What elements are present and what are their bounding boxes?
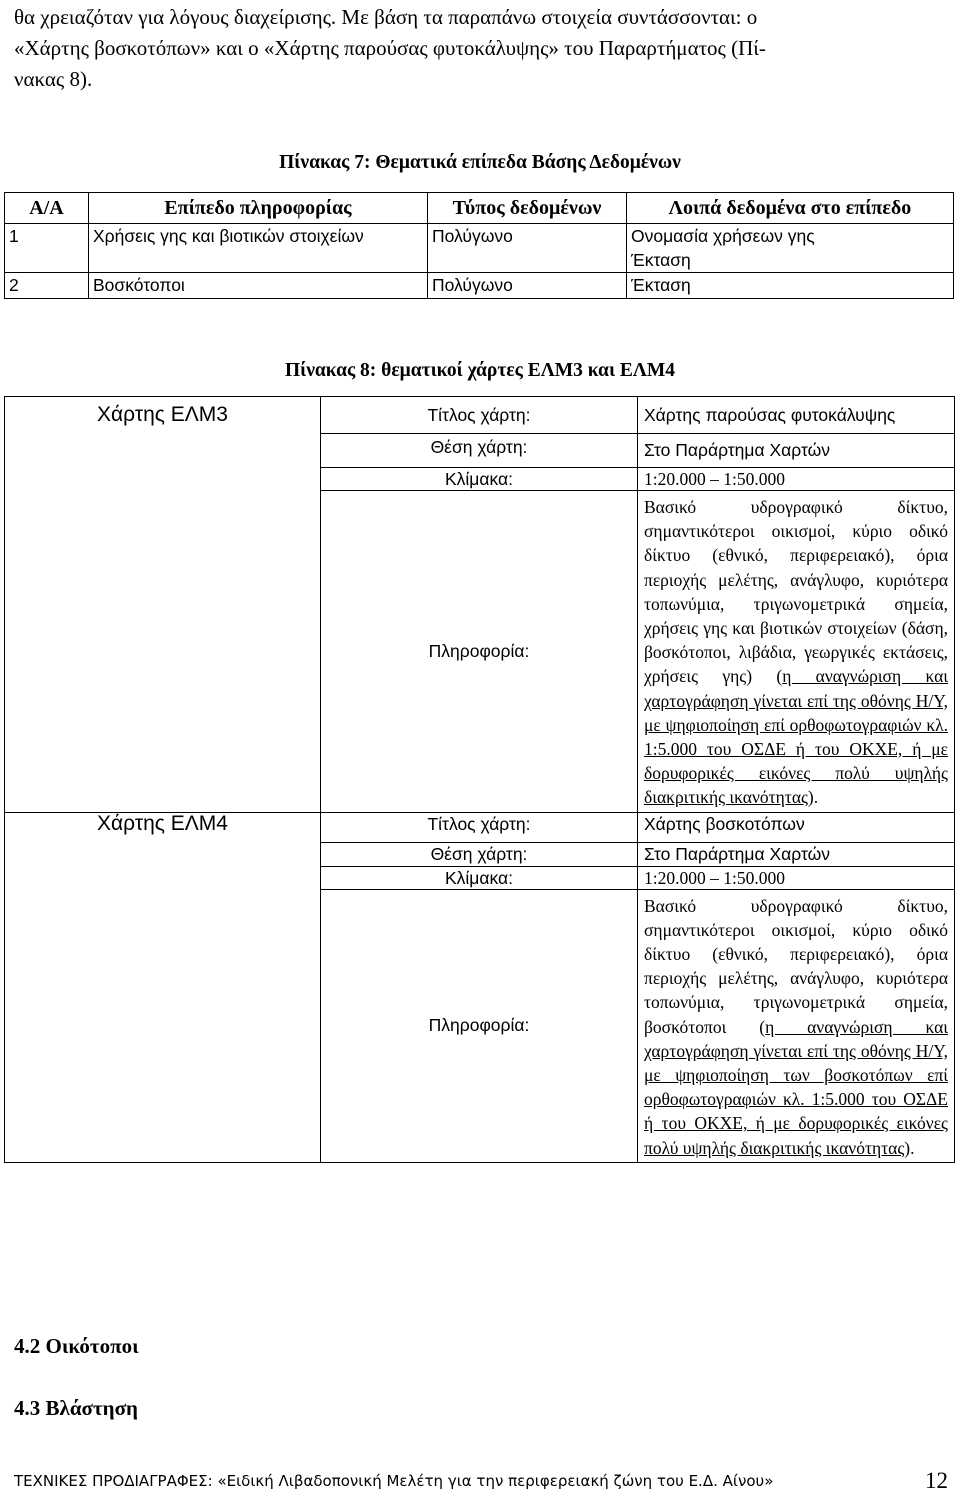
col-header-type: Τύπος δεδομένων <box>428 193 627 224</box>
cell-other: Έκταση <box>627 273 954 299</box>
intro-line: «Χάρτης βοσκοτόπων» και ο «Χάρτης παρούσας φυτοκάλυψης» του Παραρτήματος (Πί- <box>14 36 766 60</box>
info-value <box>638 491 955 813</box>
map-name-elm3: Χάρτης ΕΛΜ3 <box>5 397 321 813</box>
col-header-aa: Α/Α <box>5 193 89 224</box>
place-label: Θέση χάρτη: <box>321 842 638 866</box>
info-value <box>638 889 955 1162</box>
table7-caption: Πίνακας 7: Θεματικά επίπεδα Βάσης Δεδομένων <box>279 152 681 173</box>
cell-level: Χρήσεις γης και βιοτικών στοιχείων <box>89 224 428 273</box>
cell-aa: 2 <box>5 273 89 299</box>
cell-level: Βοσκότοποι <box>89 273 428 299</box>
title-value: Χάρτης βοσκοτόπων <box>638 812 955 842</box>
scale-value: 1:20.000 – 1:50.000 <box>638 468 955 491</box>
info-label: Πληροφορία: <box>321 491 638 813</box>
cell-other-line: Ονομασία χρήσεων γης <box>631 226 815 246</box>
table-row <box>5 397 955 434</box>
col-header-other: Λοιπά δεδομένα στο επίπεδο <box>627 193 954 224</box>
title-label: Τίτλος χάρτη: <box>321 397 638 434</box>
cell-other <box>627 224 954 273</box>
place-value: Στο Παράρτημα Χαρτών <box>638 842 955 866</box>
info-label: Πληροφορία: <box>321 889 638 1162</box>
page-number: 12 <box>925 1468 948 1493</box>
table7 <box>4 192 954 299</box>
cell-aa: 1 <box>5 224 89 273</box>
scale-label: Κλίμακα: <box>321 866 638 889</box>
title-value: Χάρτης παρούσας φυτοκάλυψης <box>638 397 955 434</box>
place-label: Θέση χάρτη: <box>321 434 638 468</box>
info-text-underlined: η αναγνώριση και χαρτογράφηση γίνεται επί της οθόνης Η/Υ, με ψηφιοποίηση επί ορθοφωτογραφιών κλ. 1:5.000 του ΟΣΔΕ ή του ΟΚΧΕ, ή με δορυφορικές εικόνες πολύ υψηλής διακριτικής ικανότητας <box>644 666 948 808</box>
intro-line: νακας 8). <box>14 67 93 91</box>
info-text-underlined: η αναγνώριση και χαρτογράφηση γίνεται επί της οθόνης Η/Υ, με ψηφιοποίηση των βοσκοτόπων επί ορθοφωτογραφιών κλ. 1:5.000 του ΟΣΔΕ ή του ΟΚΧΕ, ή με δορυφορικές εικόνες πολύ υψηλής διακριτικής ικανότητας <box>644 1016 948 1158</box>
scale-value: 1:20.000 – 1:50.000 <box>638 866 955 889</box>
section-heading-4-2: 4.2 Οικότοποι <box>14 1334 139 1358</box>
intro-line: θα χρειαζόταν για λόγους διαχείρισης. Με βάση τα παραπάνω στοιχεία συντάσσονται: ο <box>14 5 758 29</box>
table-row <box>5 273 954 299</box>
info-text: Βασικό υδρογραφικό δίκτυο, σημαντικότεροι οικισμοί, κύριο οδικό δίκτυο (εθνικό, περιφερειακό), όρια περιοχής μελέτης, ανάγλυφο, κυριότερα τοπωνύμια, τριγωνομετρικά σημεία, βοσκότοποι ( <box>644 895 948 1037</box>
table-row <box>5 812 955 842</box>
col-header-level: Επίπεδο πληροφορίας <box>89 193 428 224</box>
footer-text: ΤΕΧΝΙΚΕΣ ΠΡΟΔΙΑΓΡΑΦΕΣ: «Ειδική Λιβαδοπονική Μελέτη για την περιφερειακή ζώνη του Ε.Δ. Αίνου» <box>14 1472 774 1490</box>
table8-caption: Πίνακας 8: θεματικοί χάρτες ΕΛΜ3 και ΕΛΜ4 <box>285 360 675 381</box>
table-row <box>5 224 954 273</box>
info-text-end: ). <box>807 787 819 808</box>
place-value: Στο Παράρτημα Χαρτών <box>638 434 955 468</box>
section-heading-4-3: 4.3 Βλάστηση <box>14 1396 138 1420</box>
intro-paragraph <box>14 2 948 95</box>
info-text: Βασικό υδρογραφικό δίκτυο, σημαντικότεροι οικισμοί, κύριο οδικό δίκτυο (εθνικό, περιφερειακό), όρια περιοχής μελέτης, ανάγλυφο, κυριότερα τοπωνύμια, τριγωνομετρικά σημεία, χρήσεις γης και βιοτικών στοιχείων (δάση, βοσκότοποι, λιβάδια, γεωργικές εκτάσεις, χρήσεις γης) ( <box>644 497 948 687</box>
cell-other-line: Έκταση <box>631 250 691 270</box>
cell-type: Πολύγωνο <box>428 273 627 299</box>
info-text-end: ). <box>904 1137 915 1158</box>
title-label: Τίτλος χάρτη: <box>321 812 638 842</box>
table8 <box>4 396 955 1163</box>
cell-type: Πολύγωνο <box>428 224 627 273</box>
scale-label: Κλίμακα: <box>321 468 638 491</box>
table-header-row <box>5 193 954 224</box>
map-name-elm4: Χάρτης ΕΛΜ4 <box>5 812 321 1162</box>
